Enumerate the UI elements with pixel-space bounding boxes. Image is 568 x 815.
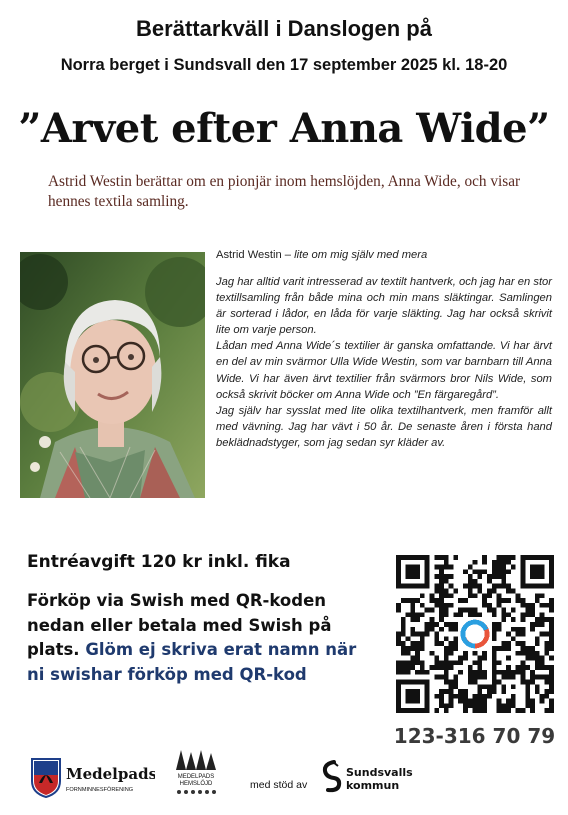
bio-paragraph: Jag har alltid varit intresserad av textilt hantverk, och jag har en stor textillsamling från både mina och min mans släktingar. Samlingen är sorterad i lådor, en låda för varje släkting. Jag har också skrivit lite om varje person. [216,276,552,337]
bio-name: Astrid Westin – [216,249,292,261]
logo1-sub: FORNMINNESFÖRENING [66,787,134,793]
swish-number: 123-316 70 79 [393,724,556,748]
event-intro: Astrid Westin berättar om en pionjär inom hemslöjden, Anna Wide, och visar hennes textila samling. [48,173,521,210]
entry-fee: Entréavgift 120 kr inkl. fika [27,552,291,572]
name-reminder: Glöm ej skriva erat namn när ni swishar förköp med QR-kod [27,640,357,684]
sundsvalls-kommun-logo [320,760,430,796]
bio-paragraph: Jag själv har sysslat med lite olika textilhantverk, men framför allt med vävning. Jag har vävt i 50 år. De senaste åren i första hand beklädnadstyger, som jag sedan syr kläder av. [216,404,552,449]
bio-heading [216,249,551,261]
event-title: Berättarkväll i Danslogen på [136,16,432,41]
swish-qr-code[interactable] [396,555,554,713]
bio-tagline: lite om mig själv med mera [294,249,428,261]
logo3-line1: Sundsvalls [346,766,413,779]
medelpads-hemslojd-logo [170,748,222,798]
logo3-line2: kommun [346,779,400,792]
support-label: med stöd av [250,779,308,791]
medelpads-fornminnesforening-logo [30,757,155,799]
bio-text [216,274,552,451]
portrait-photo [20,252,205,498]
presale-text: Förköp via Swish med QR-koden nedan eller betala med Swish på plats. [27,591,332,659]
logo2-line1: MEDELPADS [177,774,215,780]
event-date-place: Norra berget i Sundsvall den 17 september 2025 kl. 18-20 [60,56,508,74]
bio-paragraph: Lådan med Anna Wide´s textilier är ganska omfattande. Vi har ärvt en del av min svärmor Ulla Wide Westin, som var barnbarn till Anna Wide. Vi har även ärvt textilier från svärmors bror Nils Wide, som också skrivit böcker om Anna Wide och ”En färgaregård”. [216,340,552,401]
event-headline: ”Arvet efter Anna Wide” [18,105,550,152]
logo2-line2: HEMSLÖJD [179,781,213,787]
presale-info [27,589,372,687]
logo1-text: Medelpads [66,765,155,783]
